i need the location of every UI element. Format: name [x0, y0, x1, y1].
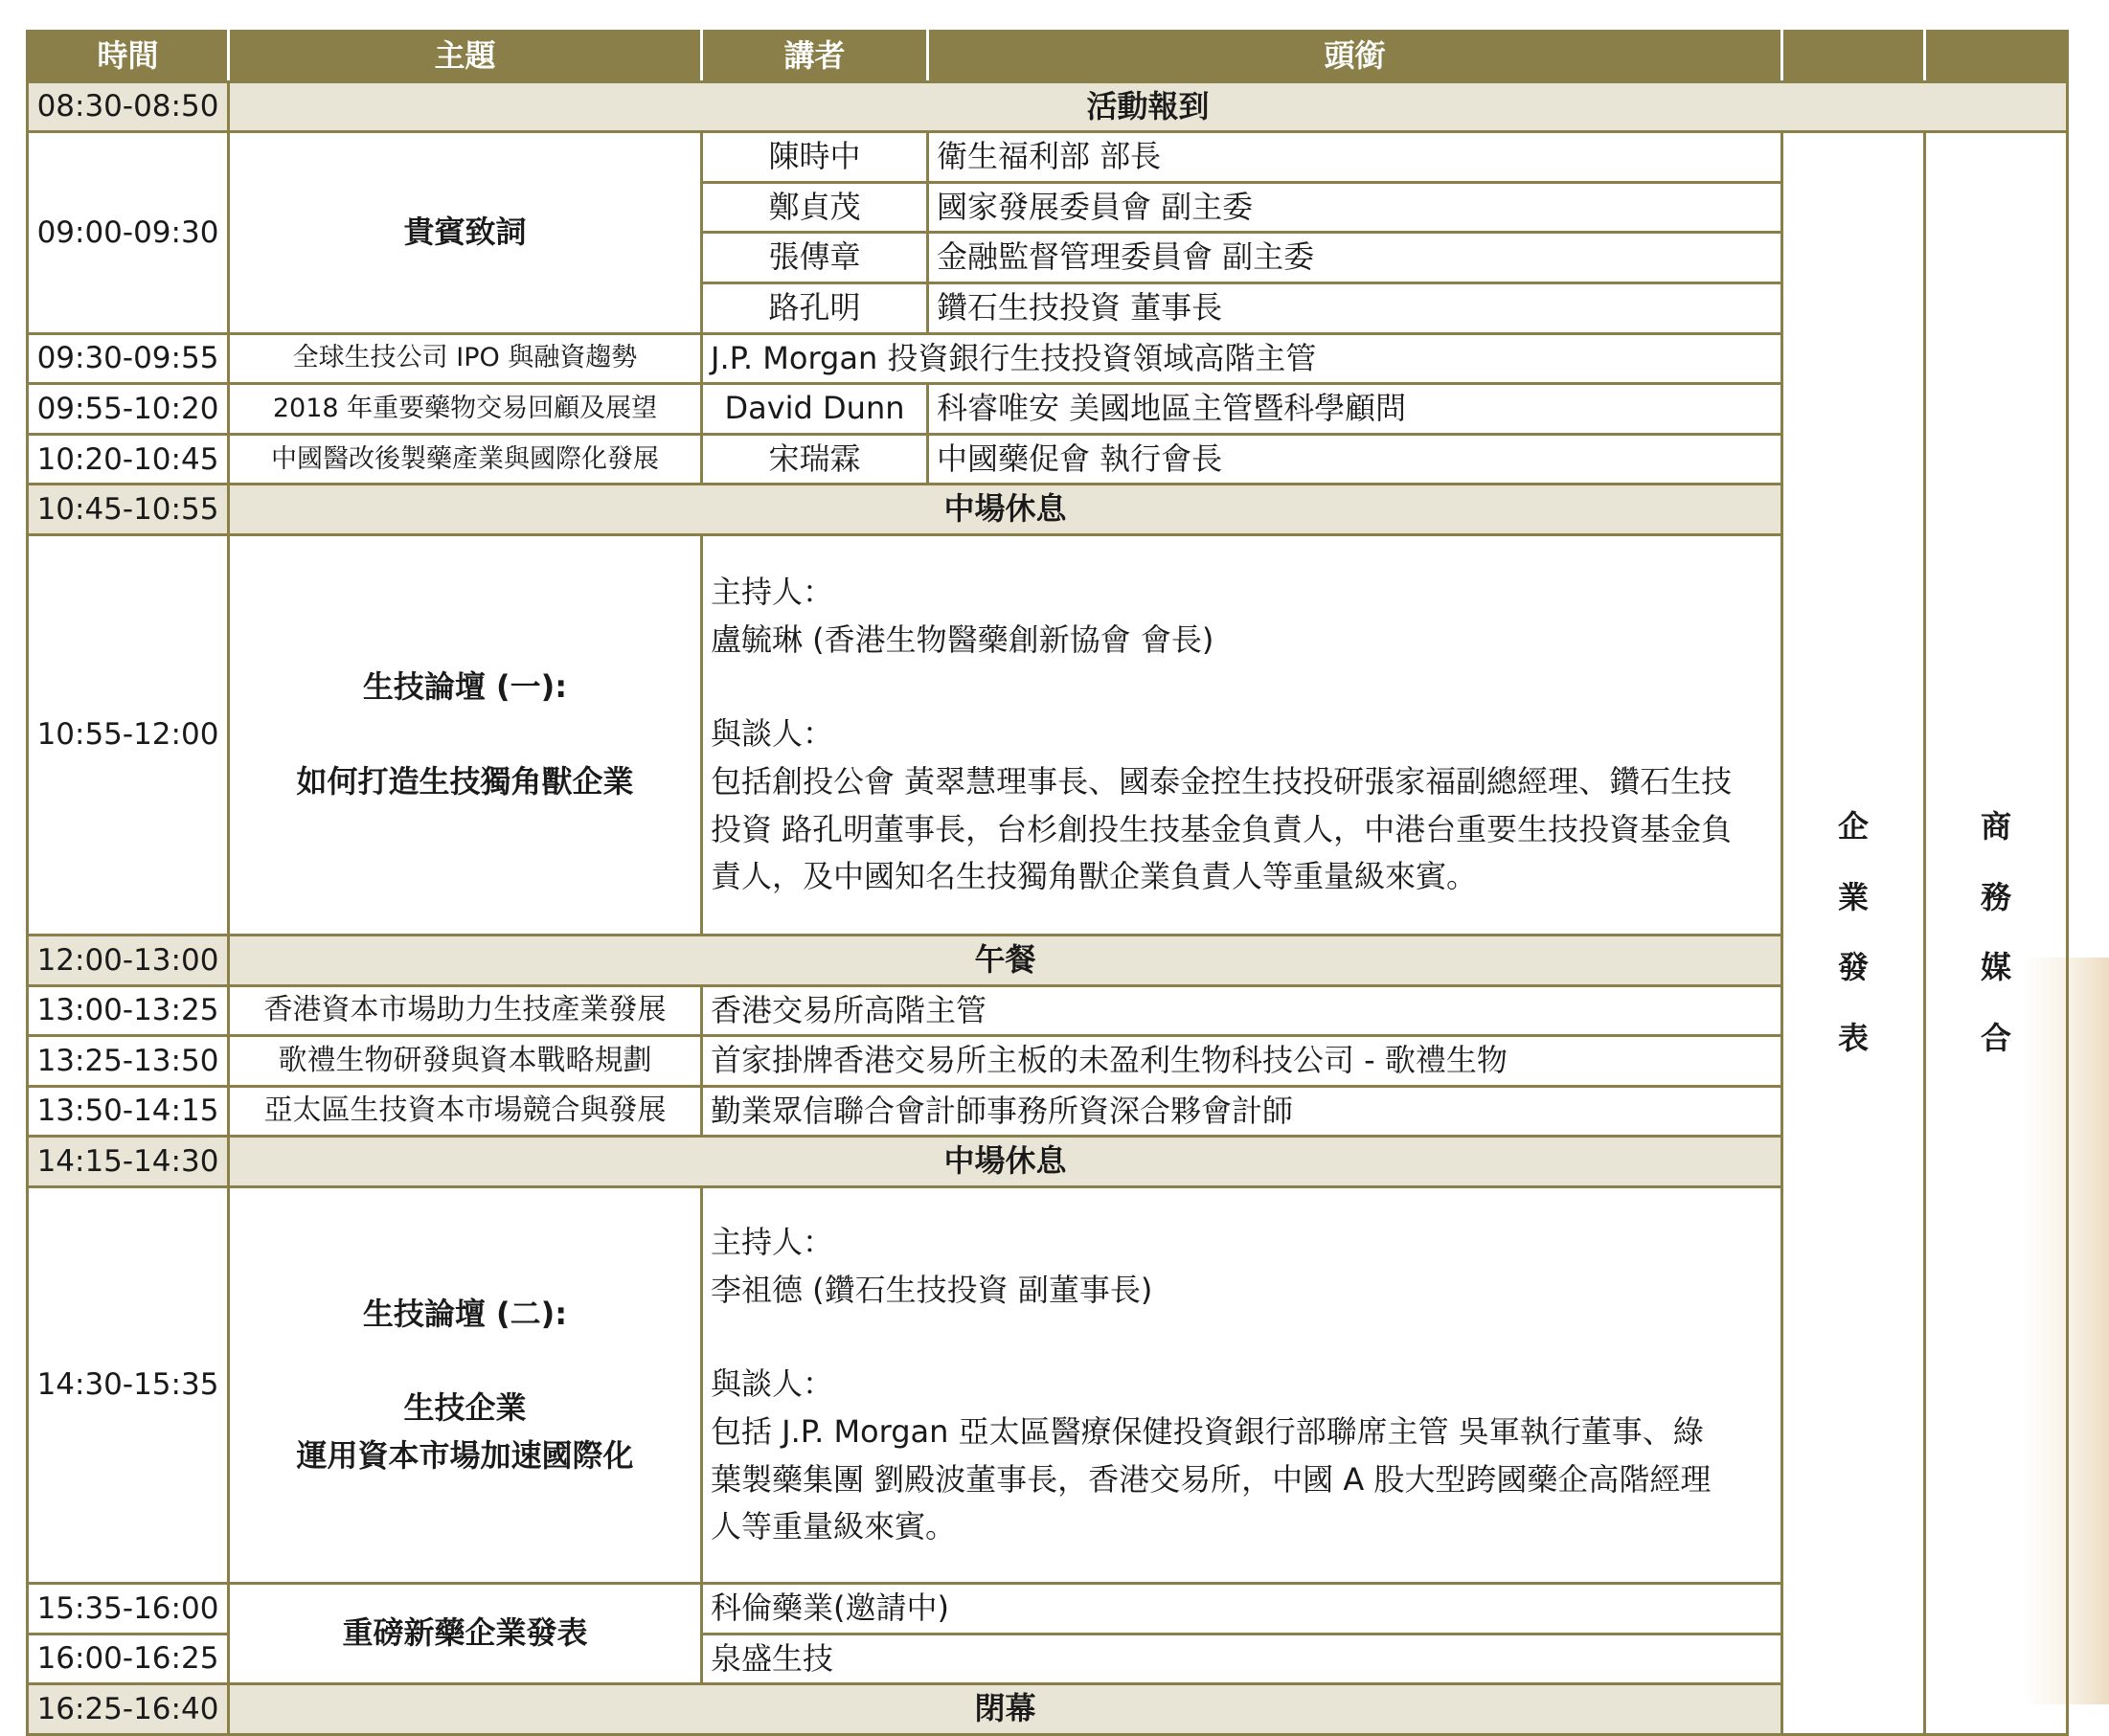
table-row [28, 1186, 2068, 1583]
speaker-title: 金融監督管理委員會 副主委 [928, 233, 1782, 283]
forum-line: 與談人： [711, 715, 834, 753]
speaker-name: 張傳章 [702, 233, 928, 283]
topic-cell: 香港資本市場助力生技產業發展 [229, 985, 702, 1036]
time-cell: 16:00-16:25 [28, 1634, 229, 1684]
lunch-bar: 午餐 [229, 935, 1782, 985]
registration-bar: 活動報到 [229, 81, 2068, 132]
forum-line: 李祖德 (鑽石生技投資 副董事長) [711, 1271, 1153, 1308]
forum-topic-line: 如何打造生技獨角獸企業 [296, 762, 634, 800]
time-cell: 12:00-13:00 [28, 935, 229, 985]
side-char: 表 [1837, 1020, 1869, 1057]
time-cell: 13:00-13:25 [28, 985, 229, 1036]
forum-topic-line: 生技企業 [403, 1389, 527, 1427]
forum-details-cell [702, 1186, 1782, 1583]
forum-line: 投資 路孔明董事長，台杉創投生技基金負責人，中港台重要生技投資基金負 [711, 810, 1733, 847]
table-row [28, 434, 2068, 485]
forum-line: 人等重量級來賓。 [711, 1508, 957, 1545]
topic-cell: 貴賓致詞 [229, 132, 702, 333]
speaker-cell: 香港交易所高階主管 [702, 985, 1782, 1036]
header-topic: 主題 [229, 32, 702, 82]
speaker-name: 陳時中 [702, 132, 928, 183]
table-row [28, 384, 2068, 435]
speaker-title: 鑽石生技投資 董事長 [928, 282, 1782, 333]
speaker-title: 中國藥促會 執行會長 [928, 434, 1782, 485]
header-time: 時間 [28, 32, 229, 82]
time-cell: 09:30-09:55 [28, 333, 229, 384]
speaker-cell: 科倫藥業(邀請中) [702, 1583, 1782, 1634]
topic-cell: 中國醫改後製藥產業與國際化發展 [229, 434, 702, 485]
time-cell: 13:25-13:50 [28, 1036, 229, 1087]
corporate-presentation-column [1782, 132, 1925, 1735]
table-row [28, 1137, 2068, 1187]
side-char: 商 [1980, 808, 2011, 845]
time-cell: 10:55-12:00 [28, 534, 229, 935]
side-char: 業 [1837, 878, 1869, 915]
table-row [28, 534, 2068, 935]
forum-line: 包括創投公會 黃翠慧理事長、國泰金控生技投研張家福副總經理、鑽石生技 [711, 762, 1733, 800]
table-row [28, 333, 2068, 384]
table-row [28, 1583, 2068, 1634]
forum-topic-line [238, 1338, 692, 1385]
speaker-name: 宋瑞霖 [702, 434, 928, 485]
speaker-cell: 勤業眾信聯合會計師事務所資深合夥會計師 [702, 1086, 1782, 1137]
time-cell: 08:30-08:50 [28, 81, 229, 132]
topic-cell: 全球生技公司 IPO 與融資趨勢 [229, 333, 702, 384]
side-char: 合 [1980, 1020, 2011, 1057]
forum-line: 葉製藥集團 劉殿波董事長，香港交易所，中國 A 股大型跨國藥企高階經理 [711, 1460, 1712, 1498]
forum-line: 與談人： [711, 1365, 834, 1403]
table-row [28, 485, 2068, 535]
header-blank-1 [1782, 32, 1925, 82]
forum-topic-line: 運用資本市場加速國際化 [296, 1436, 634, 1474]
speaker-name: David Dunn [702, 384, 928, 435]
table-row [28, 132, 2068, 183]
speaker-name: 路孔明 [702, 282, 928, 333]
forum-topic-cell [229, 1186, 702, 1583]
side-char: 企 [1837, 808, 1869, 845]
table-row [28, 81, 2068, 132]
break-bar: 中場休息 [229, 485, 1782, 535]
time-cell: 16:25-16:40 [28, 1684, 229, 1735]
speaker-name: 鄭貞茂 [702, 182, 928, 233]
speaker-cell: 泉盛生技 [702, 1634, 1782, 1684]
speaker-title: 衛生福利部 部長 [928, 132, 1782, 183]
table-row [28, 1086, 2068, 1137]
closing-bar: 閉幕 [229, 1684, 1782, 1735]
header-title: 頭銜 [928, 32, 1782, 82]
speaker-cell: J.P. Morgan 投資銀行生技投資領域高階主管 [702, 333, 1782, 384]
time-cell: 15:35-16:00 [28, 1583, 229, 1634]
agenda-table [26, 30, 2069, 1736]
topic-cell: 重磅新藥企業發表 [229, 1583, 702, 1683]
forum-line: 主持人： [711, 1224, 834, 1261]
side-char: 發 [1837, 949, 1869, 986]
time-cell: 14:15-14:30 [28, 1137, 229, 1187]
time-cell: 09:55-10:20 [28, 384, 229, 435]
speaker-cell: 首家掛牌香港交易所主板的未盈利生物科技公司 - 歌禮生物 [702, 1036, 1782, 1087]
topic-cell: 2018 年重要藥物交易回顧及展望 [229, 384, 702, 435]
table-row [28, 1036, 2068, 1087]
forum-topic-line: 生技論壇 (二): [362, 1295, 568, 1332]
forum-line: 主持人： [711, 574, 834, 611]
header-speaker: 講者 [702, 32, 928, 82]
header-row [28, 32, 2068, 82]
time-cell: 13:50-14:15 [28, 1086, 229, 1137]
table-row [28, 935, 2068, 985]
forum-line: 盧毓琳 (香港生物醫藥創新協會 會長) [711, 620, 1214, 658]
time-cell: 10:45-10:55 [28, 485, 229, 535]
forum-line: 包括 J.P. Morgan 亞太區醫療保健投資銀行部聯席主管 吳軍執行董事、綠 [711, 1412, 1704, 1450]
table-row [28, 1684, 2068, 1735]
speaker-title: 科睿唯安 美國地區主管暨科學顧問 [928, 384, 1782, 435]
forum-topic-cell [229, 534, 702, 935]
break-bar: 中場休息 [229, 1137, 1782, 1187]
forum-topic-line [238, 711, 692, 758]
time-cell: 14:30-15:35 [28, 1186, 229, 1583]
forum-line [711, 1314, 1773, 1361]
time-cell: 09:00-09:30 [28, 132, 229, 333]
side-char: 務 [1980, 878, 2011, 915]
business-matching-column [1925, 132, 2068, 1735]
time-cell: 10:20-10:45 [28, 434, 229, 485]
forum-topic-line: 生技論壇 (一): [362, 668, 568, 706]
forum-line [711, 664, 1773, 710]
side-char: 媒 [1980, 949, 2011, 986]
table-row [28, 985, 2068, 1036]
header-blank-2 [1925, 32, 2068, 82]
forum-details-cell [702, 534, 1782, 935]
forum-line: 責人，及中國知名生技獨角獸企業負責人等重量級來賓。 [711, 858, 1478, 895]
topic-cell: 亞太區生技資本市場競合與發展 [229, 1086, 702, 1137]
speaker-title: 國家發展委員會 副主委 [928, 182, 1782, 233]
topic-cell: 歌禮生物研發與資本戰略規劃 [229, 1036, 702, 1087]
